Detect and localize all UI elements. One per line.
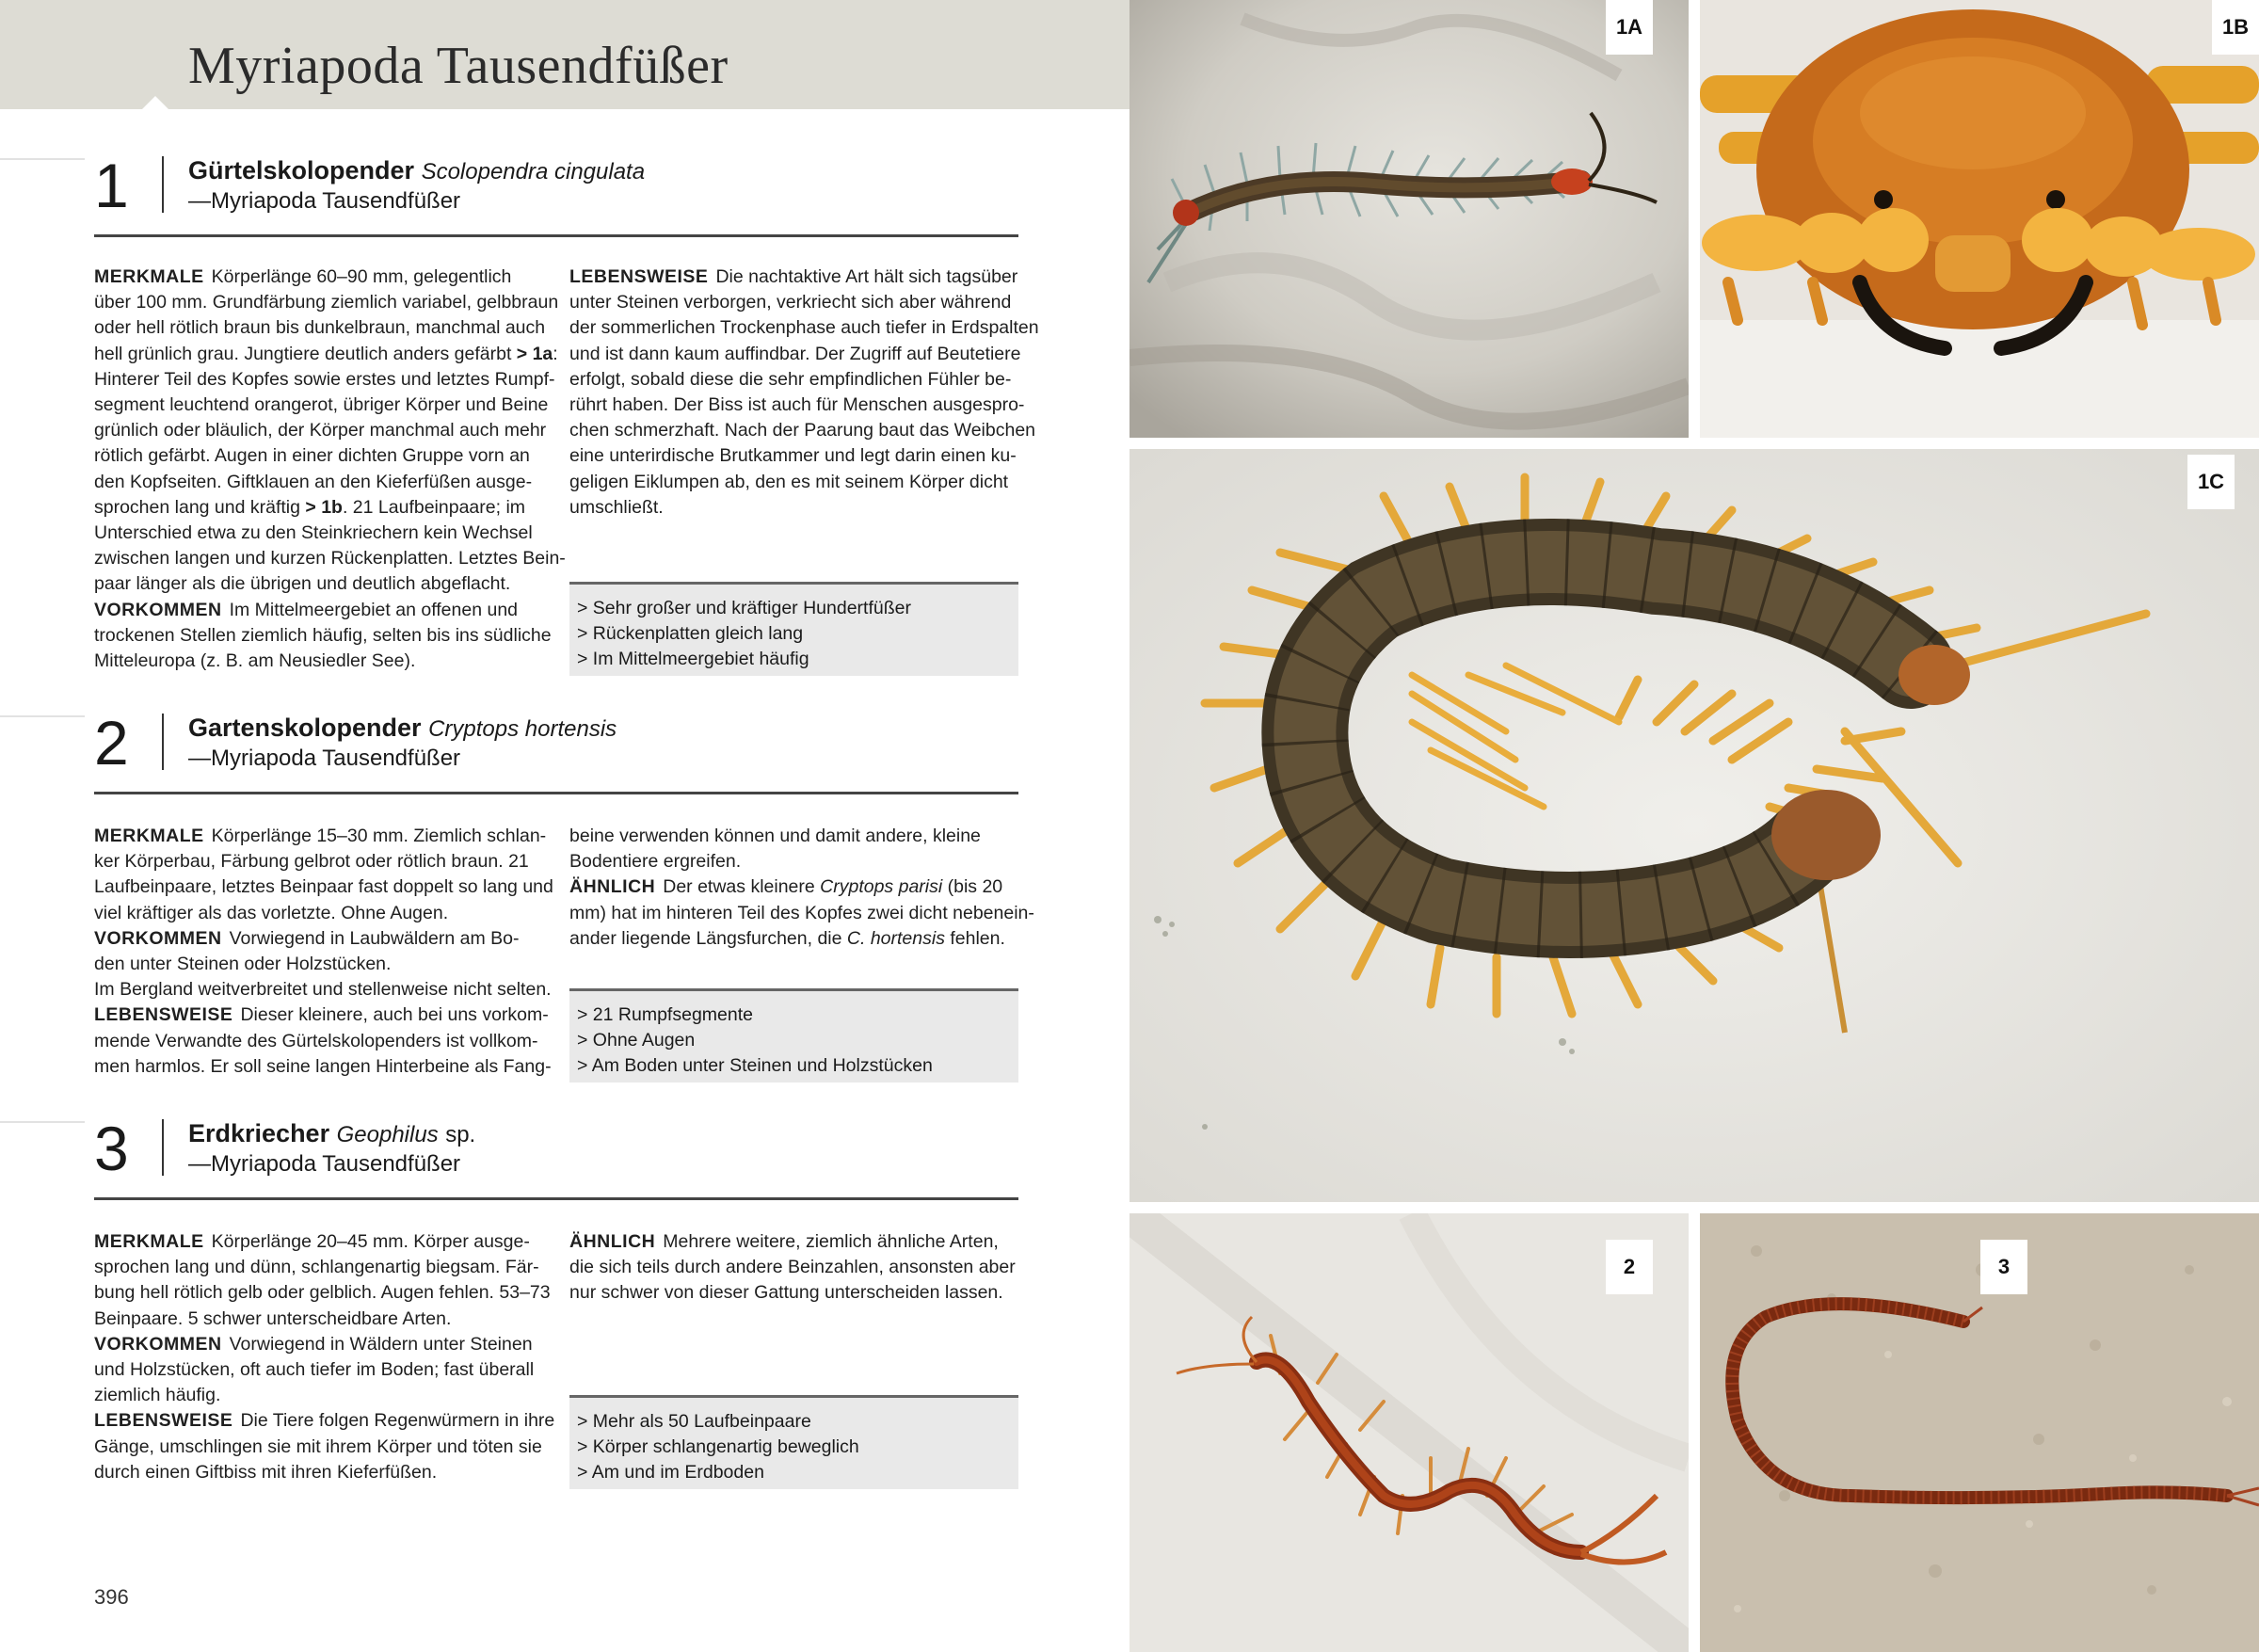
text-run: Bodentiere ergreifen.	[569, 851, 742, 873]
text-run: Mitteleuropa (z. B. am Neusiedler See).	[94, 650, 416, 672]
text-run: trockenen Stellen ziemlich häufig, selten bis ins südliche	[94, 624, 552, 646]
text-run: rührt haben. Der Biss ist auch für Menschen ausgespro-	[569, 394, 1025, 416]
entry-divider	[162, 156, 164, 213]
text-run: fehlen.	[944, 927, 1005, 949]
margin-rule	[0, 1121, 85, 1123]
text-line	[94, 443, 566, 469]
key-feature: > Rückenplatten gleich lang	[577, 623, 804, 644]
text-line	[94, 470, 566, 495]
text-run: durch einen Giftbiss mit ihren Kieferfüßen.	[94, 1461, 438, 1483]
key-feature: > Am Boden unter Steinen und Holzstücken	[577, 1055, 933, 1076]
entry-title	[188, 712, 617, 746]
text-run: geligen Eiklumpen ab, den es mit seinem Körper dicht	[569, 471, 1009, 492]
text-run: Beinpaare. 5 schwer unterscheidbare Arten.	[94, 1307, 452, 1329]
key-features-box	[569, 582, 1018, 676]
text-line	[94, 290, 566, 315]
entry-text-col1	[94, 265, 566, 674]
chapter-header	[0, 0, 1130, 109]
section-keyword: ÄHNLICH	[569, 1231, 656, 1252]
text-line	[94, 623, 566, 649]
entry-number: 2	[94, 708, 129, 778]
entry-group: —Myriapoda Tausendfüßer	[188, 746, 461, 771]
photo-1a	[1130, 0, 1689, 438]
text-line	[94, 393, 566, 418]
text-run: men harmlos. Er soll seine langen Hinterbeine als Fang-	[94, 1055, 552, 1077]
text-line	[94, 849, 553, 874]
section-keyword: VORKOMMEN	[94, 927, 222, 949]
photo-1c	[1130, 449, 2259, 1202]
text-run: rötlich gefärbt. Augen in einer dichten Gruppe vorn an	[94, 445, 530, 467]
latin-name: Scolopendra cingulata	[421, 159, 646, 184]
text-line	[94, 1280, 554, 1306]
text-line	[94, 598, 566, 623]
text-line	[569, 265, 1039, 290]
key-feature: > Sehr großer und kräftiger Hundertfüßer	[577, 598, 911, 618]
text-line	[94, 1435, 554, 1460]
section-keyword: MERKMALE	[94, 1231, 204, 1252]
text-line	[94, 495, 566, 521]
text-run: ziemlich häufig.	[94, 1385, 221, 1406]
text-line	[94, 1383, 554, 1408]
section-keyword: VORKOMMEN	[94, 1333, 222, 1355]
text-line	[94, 1460, 554, 1485]
text-run: sprochen lang und kräftig	[94, 496, 300, 518]
text-line	[569, 849, 1034, 874]
text-line	[569, 418, 1039, 443]
entry-text-col1	[94, 824, 553, 1080]
photo-label: 1A	[1606, 0, 1653, 55]
entry-rule	[94, 792, 1018, 794]
entry-divider	[162, 714, 164, 770]
text-run: den Kopfseiten. Giftklauen an den Kieferfüßen ausge-	[94, 471, 533, 492]
section-keyword: LEBENSWEISE	[94, 1410, 233, 1432]
text-line	[569, 290, 1039, 315]
text-line	[569, 824, 1034, 849]
common-name: Erdkriecher	[188, 1119, 330, 1147]
text-run: bung hell rötlich gelb oder gelblich. Augen fehlen. 53–73	[94, 1282, 551, 1304]
text-run: umschließt.	[569, 496, 664, 518]
entry-text-col2	[569, 824, 1034, 952]
text-run: nur schwer von dieser Gattung unterscheiden lassen.	[569, 1282, 1003, 1304]
text-line	[94, 1029, 553, 1054]
latin-name: Cryptops hortensis	[428, 716, 617, 742]
photo-2	[1130, 1213, 1689, 1652]
text-run: die sich teils durch andere Beinzahlen, ansonsten aber	[569, 1257, 1016, 1278]
header-notch	[142, 96, 168, 109]
section-keyword: LEBENSWEISE	[94, 1004, 233, 1026]
entry-text-col1	[94, 1229, 554, 1485]
text-line	[569, 495, 1039, 521]
key-feature: > Körper schlangenartig beweglich	[577, 1436, 859, 1457]
text-run: :	[553, 343, 558, 364]
text-run: mm) hat im hinteren Teil des Kopfes zwei dicht nebenein-	[569, 902, 1034, 923]
text-line	[569, 367, 1039, 393]
text-run: Unterschied etwa zu den Steinkriechern kein Wechsel	[94, 522, 533, 544]
photo-label: 3	[1980, 1240, 2027, 1294]
photo-label: 2	[1606, 1240, 1653, 1294]
text-run: Die Tiere folgen Regenwürmern in ihre	[240, 1410, 555, 1432]
text-line	[569, 1255, 1016, 1280]
text-line	[94, 1229, 554, 1255]
text-line	[94, 1332, 554, 1357]
text-line	[569, 342, 1039, 367]
text-line	[569, 315, 1039, 341]
entry-text-col2	[569, 1229, 1016, 1307]
common-name: Gartenskolopender	[188, 714, 422, 742]
text-line	[569, 874, 1034, 900]
photo-label: 1C	[2187, 455, 2235, 509]
text-run: paar länger als die übrigen und deutlich abgeflacht.	[94, 573, 511, 595]
photo-1b	[1700, 0, 2259, 438]
text-line	[94, 1002, 553, 1028]
text-line	[569, 901, 1034, 926]
italic-name: C. hortensis	[846, 927, 945, 949]
text-line	[94, 265, 566, 290]
entry-number: 1	[94, 151, 129, 220]
entry-title	[188, 1117, 475, 1151]
entry-title	[188, 154, 645, 188]
text-run: über 100 mm. Grundfärbung ziemlich variabel, gelbbraun	[94, 292, 559, 313]
text-line	[94, 315, 566, 341]
text-line	[569, 443, 1039, 469]
key-feature: > Im Mittelmeergebiet häufig	[577, 649, 809, 669]
chapter-title: Myriapoda Tausendfüßer	[188, 37, 729, 95]
text-run: segment leuchtend orangerot, übriger Körper und Beine	[94, 394, 549, 416]
text-line	[94, 824, 553, 849]
species-abbrev: sp.	[445, 1122, 476, 1147]
text-line	[94, 367, 566, 393]
text-line	[569, 1229, 1016, 1255]
page-number: 396	[94, 1585, 129, 1609]
text-run: hell grünlich grau. Jungtiere deutlich anders gefärbt	[94, 343, 512, 364]
margin-rule	[0, 158, 85, 160]
text-line	[94, 901, 553, 926]
text-run: Im Bergland weitverbreitet und stellenweise nicht selten.	[94, 979, 552, 1001]
text-run: oder hell rötlich braun bis dunkelbraun, manchmal auch	[94, 317, 546, 339]
section-keyword: MERKMALE	[94, 266, 204, 287]
text-run: und ist dann kaum auffindbar. Der Zugriff auf Beutetiere	[569, 343, 1021, 364]
key-feature: > Ohne Augen	[577, 1030, 696, 1051]
text-run: (bis 20	[942, 876, 1003, 898]
text-run: ander liegende Längsfurchen, die	[569, 927, 842, 949]
text-run: Gänge, umschlingen sie mit ihrem Körper und töten sie	[94, 1435, 542, 1457]
photo-reference: > 1a	[516, 343, 553, 364]
text-line	[94, 1408, 554, 1434]
key-features-box	[569, 1395, 1018, 1489]
text-run: Laufbeinpaare, letztes Beinpaar fast doppelt so lang und	[94, 876, 553, 898]
text-run: Dieser kleinere, auch bei uns vorkom-	[240, 1004, 549, 1026]
entry-rule	[94, 1197, 1018, 1200]
key-feature: > Am und im Erdboden	[577, 1462, 764, 1483]
text-line	[94, 571, 566, 597]
text-line	[94, 521, 566, 546]
key-features-box	[569, 988, 1018, 1083]
text-run: chen schmerzhaft. Nach der Paarung baut das Weibchen	[569, 420, 1036, 441]
italic-name: Cryptops parisi	[820, 876, 943, 898]
text-run: eine unterirdische Brutkammer und legt darin einen ku-	[569, 445, 1017, 467]
entry-divider	[162, 1119, 164, 1176]
section-keyword: LEBENSWEISE	[569, 266, 709, 287]
text-run: Vorwiegend in Laubwäldern am Bo-	[229, 927, 520, 949]
text-line	[569, 393, 1039, 418]
text-line	[569, 926, 1034, 952]
text-run: zwischen langen und kurzen Rückenplatten. Letztes Bein-	[94, 548, 566, 569]
text-run: Der etwas kleinere	[663, 876, 815, 898]
text-run: unter Steinen verborgen, verkriecht sich aber während	[569, 292, 1012, 313]
photo-reference: > 1b	[305, 496, 343, 518]
text-run: sprochen lang und dünn, schlangenartig biegsam. Fär-	[94, 1257, 539, 1278]
text-line	[94, 977, 553, 1002]
text-run: Im Mittelmeergebiet an offenen und	[229, 599, 519, 620]
text-run: den unter Steinen oder Holzstücken.	[94, 954, 392, 975]
text-run: Körperlänge 15–30 mm. Ziemlich schlan-	[211, 826, 547, 846]
entry-rule	[94, 234, 1018, 237]
text-line	[94, 952, 553, 977]
text-run: Die nachtaktive Art hält sich tagsüber	[715, 266, 1018, 287]
text-line	[94, 546, 566, 571]
entry-group: —Myriapoda Tausendfüßer	[188, 188, 461, 214]
text-run: viel kräftiger als das vorletzte. Ohne Augen.	[94, 902, 449, 923]
section-keyword: MERKMALE	[94, 826, 204, 846]
latin-name: Geophilus	[336, 1122, 439, 1147]
text-run: . 21 Laufbeinpaare; im	[342, 496, 526, 518]
text-run: Körperlänge 20–45 mm. Körper ausge-	[211, 1231, 530, 1252]
entry-text-col2	[569, 265, 1039, 521]
text-run: erfolgt, sobald diese die sehr empfindlichen Fühler be-	[569, 368, 1012, 390]
text-run: Vorwiegend in Wäldern unter Steinen	[229, 1333, 533, 1355]
text-line	[569, 470, 1039, 495]
text-run: mende Verwandte des Gürtelskolopenders ist vollkom-	[94, 1030, 538, 1051]
text-line	[569, 1280, 1016, 1306]
margin-rule	[0, 715, 85, 717]
right-page	[1130, 0, 2259, 1652]
entry-number: 3	[94, 1114, 129, 1183]
text-line	[94, 1357, 554, 1383]
entry-group: —Myriapoda Tausendfüßer	[188, 1151, 461, 1177]
text-run: Mehrere weitere, ziemlich ähnliche Arten,	[663, 1231, 999, 1252]
text-line	[94, 649, 566, 674]
text-line	[94, 1307, 554, 1332]
section-keyword: VORKOMMEN	[94, 599, 222, 620]
text-line	[94, 418, 566, 443]
text-line	[94, 1054, 553, 1080]
common-name: Gürtelskolopender	[188, 156, 415, 184]
text-run: Körperlänge 60–90 mm, gelegentlich	[211, 266, 512, 287]
text-line	[94, 1255, 554, 1280]
photo-3	[1700, 1213, 2259, 1652]
text-run: der sommerlichen Trockenphase auch tiefer in Erdspalten	[569, 317, 1039, 339]
text-run: beine verwenden können und damit andere, kleine	[569, 826, 981, 846]
text-line	[94, 926, 553, 952]
text-run: und Holzstücken, oft auch tiefer im Boden; fast überall	[94, 1359, 535, 1381]
key-feature: > 21 Rumpfsegmente	[577, 1004, 753, 1025]
key-feature: > Mehr als 50 Laufbeinpaare	[577, 1411, 811, 1432]
photo-label: 1B	[2212, 0, 2259, 55]
text-run: ker Körperbau, Färbung gelbrot oder rötlich braun. 21	[94, 851, 529, 873]
text-line	[94, 342, 566, 367]
text-line	[94, 874, 553, 900]
text-run: Hinterer Teil des Kopfes sowie erstes und letztes Rumpf-	[94, 368, 555, 390]
text-run: grünlich oder bläulich, der Körper manchmal auch mehr	[94, 420, 547, 441]
section-keyword: ÄHNLICH	[569, 876, 656, 898]
